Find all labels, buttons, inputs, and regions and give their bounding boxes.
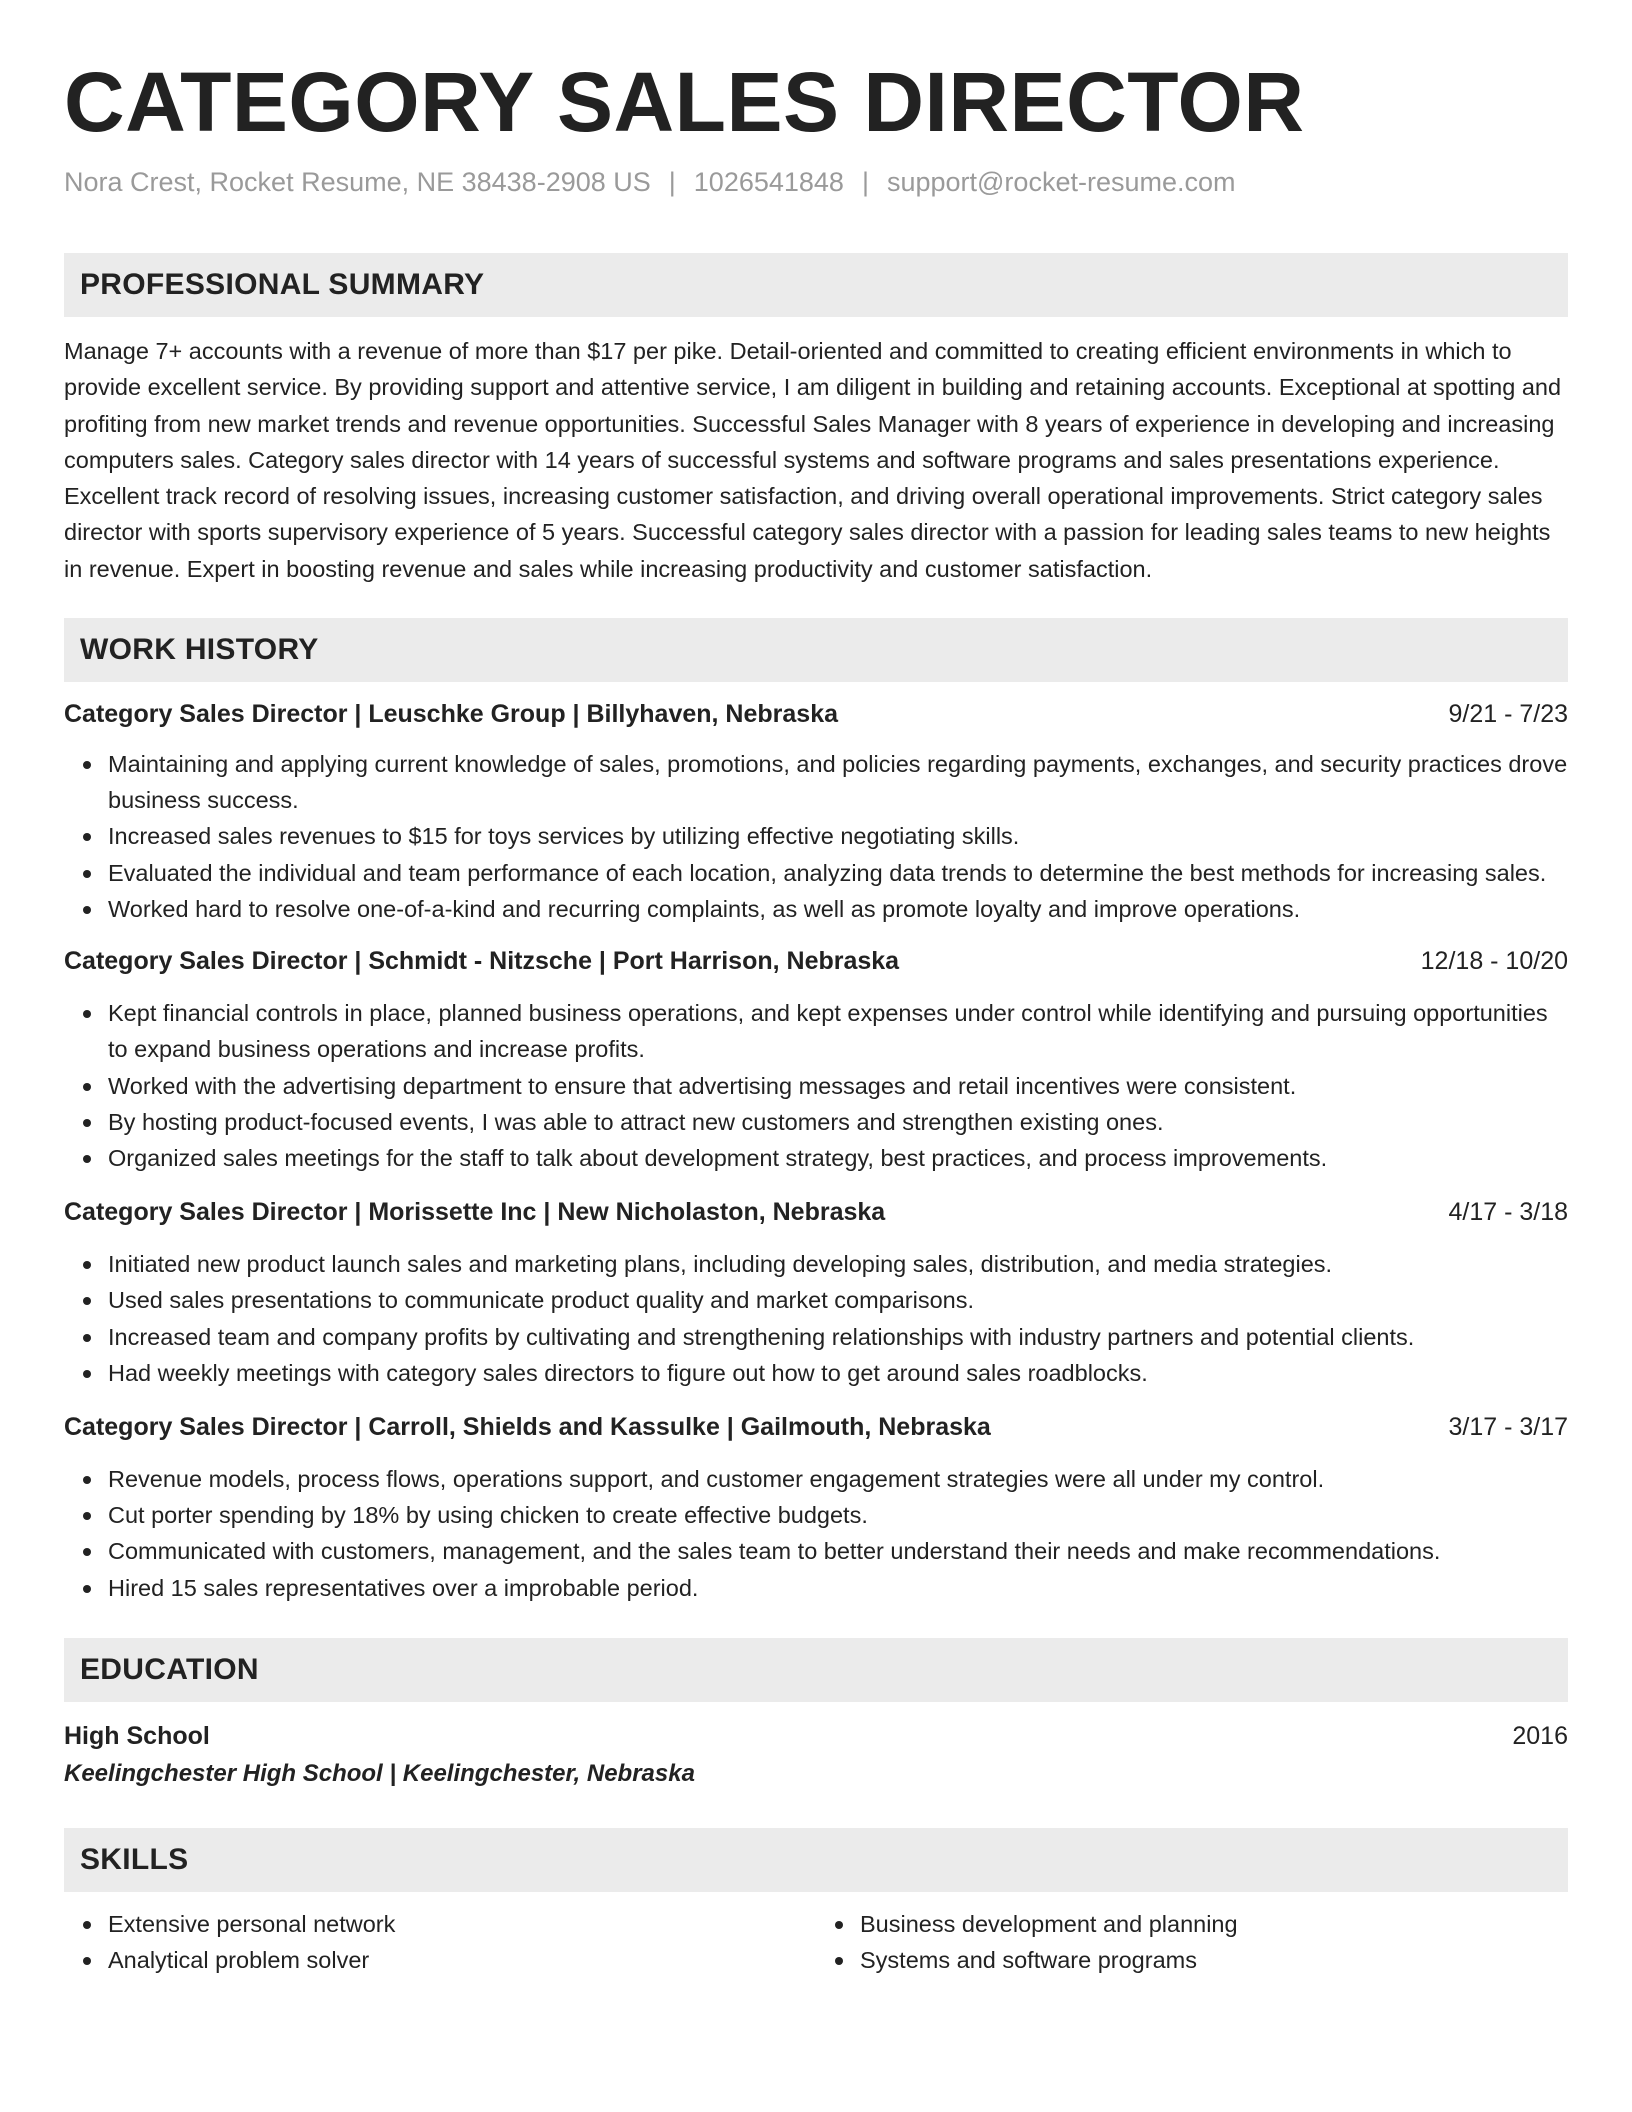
contact-line: [64, 162, 1568, 202]
education-degree: High School: [64, 1721, 210, 1750]
job-entry: [64, 1409, 1568, 1606]
job-entry: [64, 943, 1568, 1176]
job-bullet: By hosting product-focused events, I was able to attract new customers and strengthen existing ones.: [108, 1104, 1568, 1140]
job-bullets: [64, 746, 1568, 927]
job-bullets: [64, 1461, 1568, 1606]
job-bullet: Communicated with customers, management, and the sales team to better understand their needs and make recommendations.: [108, 1533, 1568, 1569]
section-heading-education: EDUCATION: [64, 1638, 1568, 1702]
skills-column-left: [64, 1906, 816, 1978]
contact-phone: 1026541848: [693, 167, 844, 197]
summary-text: Manage 7+ accounts with a revenue of more than $17 per pike. Detail-oriented and committed to creating efficient environments in which to provide excellent service. By providing support and attentive service, I am diligent in building and retaining accounts. Exceptional at spotting and profiting from new market trends and revenue opportunities. Successful Sales Manager with 8 years of experience in developing and increasing computers sales. Category sales director with 14 years of successful systems and software programs and sales presentations experience. Excellent track record of resolving issues, increasing customer satisfaction, and driving overall operational improvements. Strict category sales director with sports supervisory experience of 5 years. Successful category sales director with a passion for leading sales teams to new heights in revenue. Expert in boosting revenue and sales while increasing productivity and customer satisfaction.: [64, 338, 1562, 582]
job-bullet: Worked with the advertising department to ensure that advertising messages and retail incentives were consistent.: [108, 1068, 1568, 1104]
job-dates: 3/17 - 3/17: [1448, 1412, 1568, 1441]
skills-column-right: [816, 1906, 1568, 1978]
job-bullet: Worked hard to resolve one-of-a-kind and recurring complaints, as well as promote loyalty and improve operations.: [108, 891, 1568, 927]
education-header: [64, 1718, 1568, 1754]
contact-separator: |: [861, 167, 869, 197]
job-bullets: [64, 1246, 1568, 1391]
job-title: Category Sales Director | Morissette Inc | New Nicholaston, Nebraska: [64, 1198, 886, 1227]
job-header: [64, 1194, 1568, 1230]
job-title: Category Sales Director | Schmidt - Nitzsche | Port Harrison, Nebraska: [64, 947, 900, 976]
section-heading-skills: SKILLS: [64, 1828, 1568, 1892]
job-header: [64, 696, 1568, 732]
job-dates: 9/21 - 7/23: [1448, 700, 1568, 729]
job-dates: 4/17 - 3/18: [1448, 1198, 1568, 1227]
job-bullet: Revenue models, process flows, operations support, and customer engagement strategies were all under my control.: [108, 1461, 1568, 1497]
skill-item: Extensive personal network: [108, 1906, 816, 1942]
skill-item: Business development and planning: [860, 1906, 1568, 1942]
job-bullet: Initiated new product launch sales and marketing plans, including developing sales, distribution, and media strategies.: [108, 1246, 1568, 1282]
job-bullet: Increased team and company profits by cultivating and strengthening relationships with industry partners and potential clients.: [108, 1319, 1568, 1355]
skill-item: Systems and software programs: [860, 1942, 1568, 1978]
job-bullet: Kept financial controls in place, planned business operations, and kept expenses under control while identifying and pursuing opportunities to expand business operations and increase profits.: [108, 995, 1568, 1067]
job-bullet: Hired 15 sales representatives over a improbable period.: [108, 1570, 1568, 1606]
job-entry: [64, 696, 1568, 927]
job-dates: 12/18 - 10/20: [1420, 947, 1568, 976]
contact-separator: |: [668, 167, 676, 197]
contact-address: Nora Crest, Rocket Resume, NE 38438-2908 US: [64, 167, 651, 197]
resume-title: CATEGORY SALES DIRECTOR: [64, 55, 1305, 149]
job-bullet: Evaluated the individual and team performance of each location, analyzing data trends to determine the best methods for increasing sales.: [108, 855, 1568, 891]
job-header: [64, 943, 1568, 979]
contact-email: support@rocket-resume.com: [886, 167, 1236, 197]
job-bullet: Increased sales revenues to $15 for toys services by utilizing effective negotiating skills.: [108, 818, 1568, 854]
section-heading-work-history: WORK HISTORY: [64, 618, 1568, 682]
job-bullet: Had weekly meetings with category sales directors to figure out how to get around sales roadblocks.: [108, 1355, 1568, 1391]
education-year: 2016: [1512, 1721, 1568, 1750]
education-school: Keelingchester High School | Keelingchester, Nebraska: [64, 1759, 695, 1787]
job-bullet: Used sales presentations to communicate product quality and market comparisons.: [108, 1282, 1568, 1318]
section-heading-summary: PROFESSIONAL SUMMARY: [64, 253, 1568, 317]
skill-item: Analytical problem solver: [108, 1942, 816, 1978]
job-title: Category Sales Director | Leuschke Group | Billyhaven, Nebraska: [64, 700, 838, 729]
job-entry: [64, 1194, 1568, 1391]
job-title: Category Sales Director | Carroll, Shields and Kassulke | Gailmouth, Nebraska: [64, 1412, 991, 1441]
job-bullet: Cut porter spending by 18% by using chicken to create effective budgets.: [108, 1497, 1568, 1533]
job-bullet: Maintaining and applying current knowledge of sales, promotions, and policies regarding payments, exchanges, and security practices drove business success.: [108, 746, 1568, 818]
job-header: [64, 1409, 1568, 1445]
job-bullet: Organized sales meetings for the staff to talk about development strategy, best practices, and process improvements.: [108, 1140, 1568, 1176]
skills-grid: [64, 1906, 1568, 1978]
job-bullets: [64, 995, 1568, 1176]
